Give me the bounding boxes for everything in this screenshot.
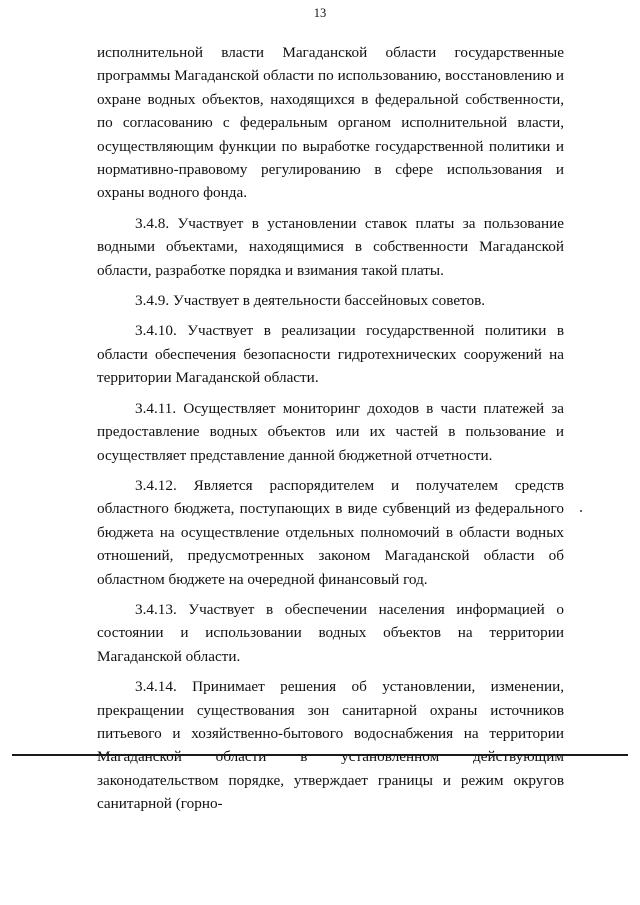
paragraph-3-4-8: 3.4.8. Участвует в установлении ставок платы за пользование водными объектами, находящимися в собственности Магаданской области, разработке порядка и взимания такой платы. — [97, 214, 564, 279]
document-body — [97, 41, 564, 823]
paragraph-3-4-10: 3.4.10. Участвует в реализации государственной политики в области обеспечения безопасности гидротехнических сооружений на территории Магаданской области. — [97, 322, 564, 387]
paragraph-3-4-11: 3.4.11. Осуществляет мониторинг доходов в части платежей за предоставление водных объектов или их частей в пользование и осуществляет представление данной бюджетной отчетности. — [97, 399, 564, 464]
paragraph-3-4-12: 3.4.12. Является распорядителем и получателем средств областного бюджета, поступающих в виде субвенций из федерального бюджета на осуществление отдельных полномочий в области водных отношений, предусмотренных законом Магаданской области об областном бюджете на очередной финансовый год. — [97, 476, 564, 588]
scan-speck — [580, 510, 582, 512]
paragraph-3-4-9: 3.4.9. Участвует в деятельности бассейновых советов. — [135, 292, 486, 310]
paragraph-3-4-14: 3.4.14. Принимает решения об установлении, изменении, прекращении существования зон санитарной охраны источников питьевого и хозяйственно-бытового водоснабжения на территории Магаданской области в установленном действующим законодательством порядке, утверждает границы и режим округов санитарной (горно- — [97, 678, 564, 813]
page-number: 13 — [313, 6, 327, 20]
paragraph-continuation: исполнительной власти Магаданской области государственные программы Магаданской области по использованию, восстановлению и охране водных объектов, находящихся в федеральной собственности, по согласованию с федеральным органом исполнительной власти, осуществляющим функции по выработке государственной политики и нормативно-правовому регулированию в сфере использования и охраны водного фонда. — [97, 44, 564, 202]
paragraph-3-4-13: 3.4.13. Участвует в обеспечении населения информацией о состоянии и использовании водных объектов на территории Магаданской области. — [97, 600, 564, 665]
page-bottom-rule — [12, 754, 628, 756]
